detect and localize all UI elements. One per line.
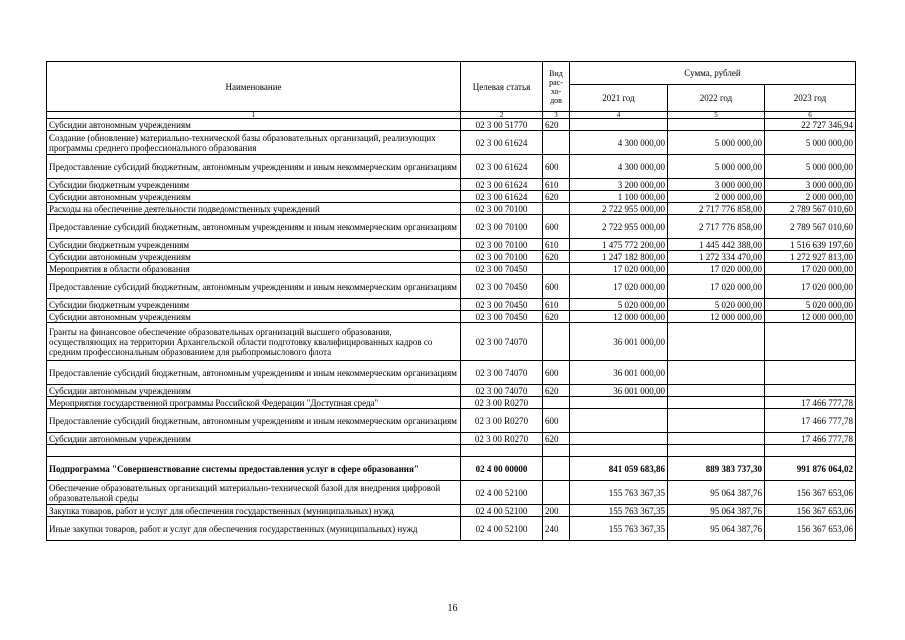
- table-row: [47, 263, 856, 275]
- row-expense-type: 620: [543, 433, 570, 445]
- row-amount-2022: 2 000 000,00: [668, 191, 765, 203]
- row-amount-2021: 841 059 683,86: [570, 457, 668, 481]
- budget-table: [46, 61, 856, 541]
- row-expense-type: [543, 457, 570, 481]
- row-target-article: 02 3 00 70450: [461, 299, 543, 311]
- row-expense-type: 600: [543, 409, 570, 433]
- table-row: [47, 203, 856, 215]
- table-row: [47, 481, 856, 505]
- table-row: [47, 385, 856, 397]
- row-amount-2022: [668, 409, 765, 433]
- table-row: [47, 155, 856, 179]
- row-name: Создание (обновление) материально-технической базы образовательных организаций, реализующих программы среднего профессионального образования: [47, 131, 461, 155]
- row-amount-2021: 2 722 955 000,00: [570, 215, 668, 239]
- row-amount-2023: 17 020 000,00: [765, 263, 856, 275]
- row-amount-2021: 4 300 000,00: [570, 131, 668, 155]
- row-target-article: 02 3 00 R0270: [461, 397, 543, 409]
- table-body: [47, 119, 856, 541]
- row-amount-2023: 156 367 653,06: [765, 481, 856, 505]
- row-expense-type: 610: [543, 239, 570, 251]
- column-index: 5: [668, 112, 765, 119]
- row-amount-2021: 155 763 367,35: [570, 517, 668, 541]
- row-target-article: 02 3 00 61624: [461, 155, 543, 179]
- row-expense-type: 620: [543, 385, 570, 397]
- row-amount-2023: 1 272 927 813,00: [765, 251, 856, 263]
- row-target-article: 02 3 00 61624: [461, 191, 543, 203]
- table-row: [47, 517, 856, 541]
- row-expense-type: 600: [543, 155, 570, 179]
- row-amount-2022: [668, 361, 765, 385]
- row-target-article: 02 3 00 70100: [461, 251, 543, 263]
- row-amount-2023: 3 000 000,00: [765, 179, 856, 191]
- row-amount-2022: 5 000 000,00: [668, 155, 765, 179]
- row-expense-type: [543, 397, 570, 409]
- row-expense-type: [543, 203, 570, 215]
- row-target-article: [461, 445, 543, 457]
- row-amount-2021: 5 020 000,00: [570, 299, 668, 311]
- row-amount-2021: 17 020 000,00: [570, 263, 668, 275]
- row-amount-2023: [765, 445, 856, 457]
- table-row: [47, 457, 856, 481]
- row-name: Предоставление субсидий бюджетным, автономным учреждениям и иным некоммерческим организациям: [47, 275, 461, 299]
- row-amount-2023: [765, 385, 856, 397]
- header-year-2021: 2021 год: [570, 85, 668, 112]
- row-target-article: 02 4 00 52100: [461, 505, 543, 517]
- row-expense-type: 620: [543, 119, 570, 131]
- row-name: Субсидии автономным учреждениям: [47, 433, 461, 445]
- row-expense-type: [543, 323, 570, 361]
- row-amount-2023: [765, 361, 856, 385]
- row-amount-2022: 17 020 000,00: [668, 263, 765, 275]
- row-expense-type: 240: [543, 517, 570, 541]
- row-name: Мероприятия в области образования: [47, 263, 461, 275]
- table-row: [47, 409, 856, 433]
- row-expense-type: 600: [543, 361, 570, 385]
- row-expense-type: 610: [543, 179, 570, 191]
- table-row: [47, 323, 856, 361]
- row-amount-2023: 1 516 639 197,60: [765, 239, 856, 251]
- row-amount-2021: 1 247 182 800,00: [570, 251, 668, 263]
- row-amount-2023: 17 466 777,78: [765, 409, 856, 433]
- row-amount-2021: [570, 409, 668, 433]
- row-expense-type: 610: [543, 299, 570, 311]
- row-amount-2021: 36 001 000,00: [570, 323, 668, 361]
- row-name: Субсидии автономным учреждениям: [47, 385, 461, 397]
- row-amount-2023: 2 789 567 010,60: [765, 215, 856, 239]
- header-amount: Сумма, рублей: [570, 62, 856, 85]
- row-amount-2021: 2 722 955 000,00: [570, 203, 668, 215]
- table-row: [47, 191, 856, 203]
- row-target-article: 02 3 00 74070: [461, 385, 543, 397]
- row-name: Субсидии автономным учреждениям: [47, 191, 461, 203]
- row-amount-2022: 2 717 776 858,00: [668, 203, 765, 215]
- row-amount-2021: 1 475 772 200,00: [570, 239, 668, 251]
- row-amount-2023: 5 000 000,00: [765, 155, 856, 179]
- row-amount-2022: 12 000 000,00: [668, 311, 765, 323]
- row-expense-type: 620: [543, 251, 570, 263]
- row-target-article: 02 4 00 52100: [461, 517, 543, 541]
- row-target-article: 02 3 00 70100: [461, 215, 543, 239]
- table-row: [47, 311, 856, 323]
- row-expense-type: 600: [543, 275, 570, 299]
- row-amount-2021: 17 020 000,00: [570, 275, 668, 299]
- table-row: [47, 433, 856, 445]
- row-amount-2023: [765, 323, 856, 361]
- row-amount-2021: 36 001 000,00: [570, 385, 668, 397]
- row-amount-2021: 4 300 000,00: [570, 155, 668, 179]
- row-target-article: 02 3 00 70450: [461, 263, 543, 275]
- column-index-row: [47, 112, 856, 119]
- row-expense-type: [543, 481, 570, 505]
- header-target-article: Целевая статья: [461, 62, 543, 112]
- row-name: Мероприятия государственной программы Российской Федерации "Доступная среда": [47, 397, 461, 409]
- header-expense-type: Вид рас-хо-дов: [543, 62, 570, 112]
- table-row: [47, 239, 856, 251]
- row-amount-2022: 3 000 000,00: [668, 179, 765, 191]
- row-name: Субсидии автономным учреждениям: [47, 119, 461, 131]
- row-target-article: 02 3 00 51770: [461, 119, 543, 131]
- row-amount-2023: 156 367 653,06: [765, 517, 856, 541]
- row-target-article: 02 3 00 70450: [461, 275, 543, 299]
- row-amount-2022: 95 064 387,76: [668, 517, 765, 541]
- row-amount-2022: 17 020 000,00: [668, 275, 765, 299]
- row-expense-type: 200: [543, 505, 570, 517]
- row-target-article: 02 3 00 R0270: [461, 409, 543, 433]
- row-name: Иные закупки товаров, работ и услуг для обеспечения государственных (муниципальных) нужд: [47, 517, 461, 541]
- row-expense-type: 620: [543, 311, 570, 323]
- row-name: Подпрограмма "Совершенствование системы предоставления услуг в сфере образования": [47, 457, 461, 481]
- row-name: Субсидии бюджетным учреждениям: [47, 239, 461, 251]
- row-amount-2022: [668, 433, 765, 445]
- row-amount-2022: 889 383 737,30: [668, 457, 765, 481]
- column-index: 2: [461, 112, 543, 119]
- table-row: [47, 299, 856, 311]
- row-target-article: 02 3 00 61624: [461, 179, 543, 191]
- column-index: 6: [765, 112, 856, 119]
- row-amount-2023: 12 000 000,00: [765, 311, 856, 323]
- row-expense-type: 620: [543, 191, 570, 203]
- row-amount-2022: [668, 119, 765, 131]
- row-target-article: 02 3 00 74070: [461, 361, 543, 385]
- row-name: Субсидии автономным учреждениям: [47, 311, 461, 323]
- page-number: 16: [447, 603, 458, 614]
- row-amount-2022: [668, 397, 765, 409]
- row-target-article: 02 3 00 70100: [461, 239, 543, 251]
- row-amount-2022: 95 064 387,76: [668, 505, 765, 517]
- row-amount-2021: 1 100 000,00: [570, 191, 668, 203]
- row-amount-2023: 2 789 567 010,60: [765, 203, 856, 215]
- column-index: 4: [570, 112, 668, 119]
- row-target-article: 02 3 00 70450: [461, 311, 543, 323]
- row-amount-2023: 17 466 777,78: [765, 397, 856, 409]
- table-row: [47, 131, 856, 155]
- row-name: Субсидии автономным учреждениям: [47, 251, 461, 263]
- row-amount-2022: 5 000 000,00: [668, 131, 765, 155]
- row-amount-2021: [570, 119, 668, 131]
- row-amount-2022: 95 064 387,76: [668, 481, 765, 505]
- row-expense-type: 600: [543, 215, 570, 239]
- row-amount-2021: 36 001 000,00: [570, 361, 668, 385]
- row-target-article: 02 3 00 70100: [461, 203, 543, 215]
- row-amount-2021: [570, 445, 668, 457]
- row-amount-2022: [668, 323, 765, 361]
- row-amount-2023: 5 020 000,00: [765, 299, 856, 311]
- row-expense-type: [543, 263, 570, 275]
- row-amount-2023: 22 727 346,94: [765, 119, 856, 131]
- row-target-article: 02 3 00 61624: [461, 131, 543, 155]
- row-amount-2022: [668, 385, 765, 397]
- row-amount-2022: [668, 445, 765, 457]
- table-row: [47, 505, 856, 517]
- row-amount-2023: 17 466 777,78: [765, 433, 856, 445]
- column-index: 1: [47, 112, 461, 119]
- row-name: [47, 445, 461, 457]
- header-name: Наименование: [47, 62, 461, 112]
- row-amount-2022: 2 717 776 858,00: [668, 215, 765, 239]
- row-target-article: 02 4 00 52100: [461, 481, 543, 505]
- table-row: [47, 275, 856, 299]
- table-row: [47, 215, 856, 239]
- row-amount-2023: 2 000 000,00: [765, 191, 856, 203]
- row-expense-type: [543, 131, 570, 155]
- header-year-2023: 2023 год: [765, 85, 856, 112]
- row-amount-2023: 991 876 064,02: [765, 457, 856, 481]
- row-target-article: 02 3 00 R0270: [461, 433, 543, 445]
- row-name: Субсидии бюджетным учреждениям: [47, 179, 461, 191]
- row-name: Субсидии бюджетным учреждениям: [47, 299, 461, 311]
- table-row: [47, 361, 856, 385]
- row-name: Обеспечение образовательных организаций материально-технической базой для внедрения цифровой образовательной среды: [47, 481, 461, 505]
- table-row: [47, 397, 856, 409]
- row-name: Закупка товаров, работ и услуг для обеспечения государственных (муниципальных) нужд: [47, 505, 461, 517]
- row-amount-2021: 12 000 000,00: [570, 311, 668, 323]
- table-row: [47, 251, 856, 263]
- row-name: Расходы на обеспечение деятельности подведомственных учреждений: [47, 203, 461, 215]
- row-amount-2023: 17 020 000,00: [765, 275, 856, 299]
- row-name: Гранты на финансовое обеспечение образовательных организаций высшего образования, осуществляющих на территории Архангельской области подготовку квалифицированных кадров со средним профессиональным образованием для рыбопромыслового флота: [47, 323, 461, 361]
- row-target-article: 02 3 00 74070: [461, 323, 543, 361]
- table-row: [47, 445, 856, 457]
- row-name: Предоставление субсидий бюджетным, автономным учреждениям и иным некоммерческим организациям: [47, 409, 461, 433]
- table-row: [47, 119, 856, 131]
- row-amount-2021: [570, 433, 668, 445]
- row-amount-2021: [570, 397, 668, 409]
- row-amount-2021: 155 763 367,35: [570, 505, 668, 517]
- row-amount-2021: 155 763 367,35: [570, 481, 668, 505]
- column-index: 3: [543, 112, 570, 119]
- row-amount-2022: 1 272 334 470,00: [668, 251, 765, 263]
- row-target-article: 02 4 00 00000: [461, 457, 543, 481]
- row-name: Предоставление субсидий бюджетным, автономным учреждениям и иным некоммерческим организациям: [47, 215, 461, 239]
- table-row: [47, 179, 856, 191]
- row-amount-2021: 3 200 000,00: [570, 179, 668, 191]
- row-amount-2023: 5 000 000,00: [765, 131, 856, 155]
- header-year-2022: 2022 год: [668, 85, 765, 112]
- row-name: Предоставление субсидий бюджетным, автономным учреждениям и иным некоммерческим организациям: [47, 361, 461, 385]
- row-amount-2023: 156 367 653,06: [765, 505, 856, 517]
- row-name: Предоставление субсидий бюджетным, автономным учреждениям и иным некоммерческим организациям: [47, 155, 461, 179]
- row-amount-2022: 1 445 442 388,00: [668, 239, 765, 251]
- row-amount-2022: 5 020 000,00: [668, 299, 765, 311]
- row-expense-type: [543, 445, 570, 457]
